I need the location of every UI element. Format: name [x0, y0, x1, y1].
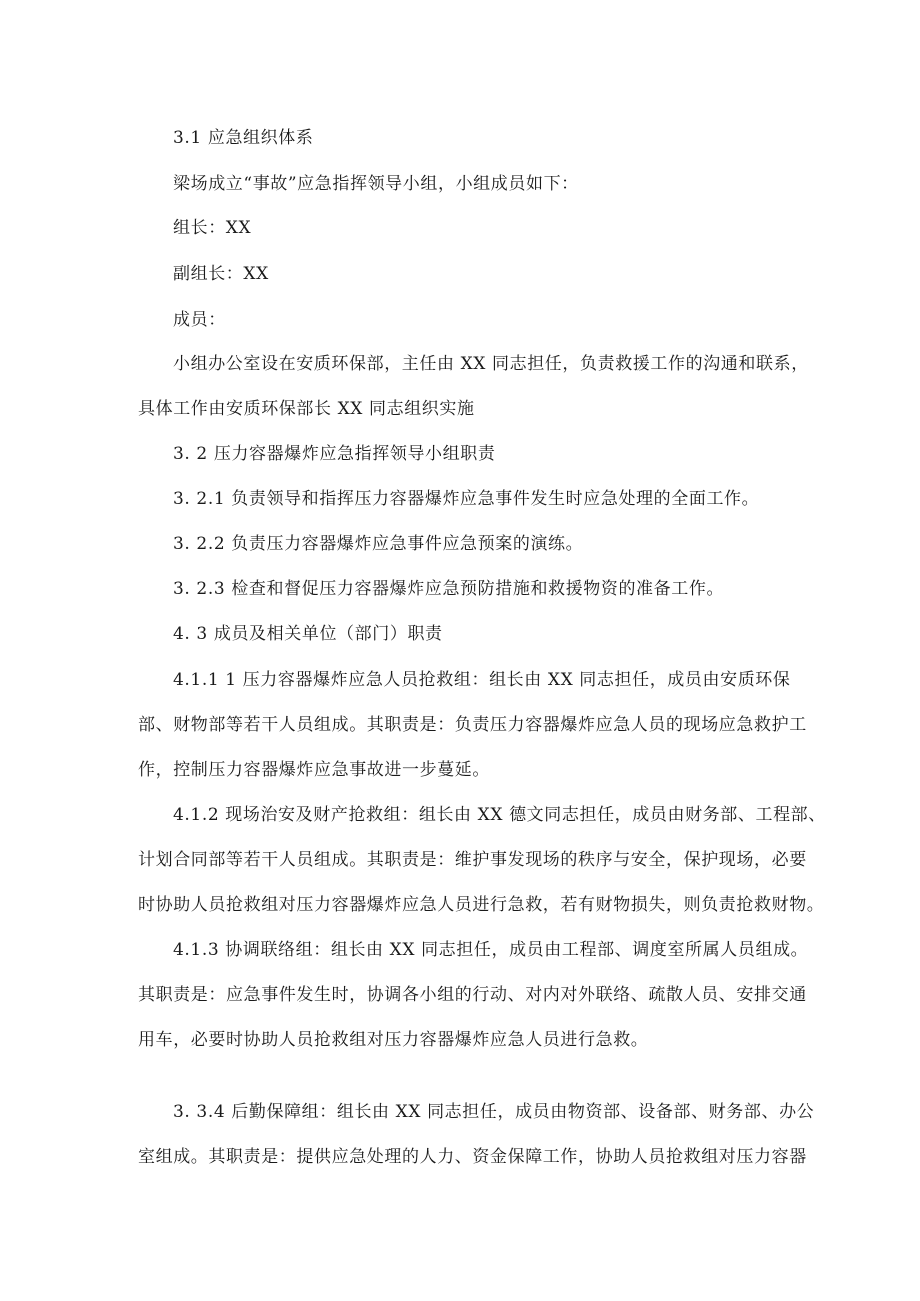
- paragraph-line: 梁场成立“事故”应急指挥领导小组，小组成员如下：: [173, 174, 579, 194]
- paragraph-line: 作，控制压力容器爆炸应急事故进一步蔓延。: [138, 760, 490, 780]
- paragraph-line: 具体工作由安质环保部长 XX 同志组织实施: [138, 399, 475, 419]
- paragraph-line: 部、财物部等若干人员组成。其职责是：负责压力容器爆炸应急人员的现场应急救护工: [138, 715, 807, 735]
- section-heading-3-1: 3.1 应急组织体系: [173, 128, 314, 148]
- paragraph-line: 4.1.1 1 压力容器爆炸应急人员抢救组：组长由 XX 同志担任，成员由安质环保: [173, 670, 791, 690]
- section-heading-3-2: 3. 2 压力容器爆炸应急指挥领导小组职责: [173, 444, 496, 464]
- paragraph-line: 3. 2.1 负责领导和指挥压力容器爆炸应急事件发生时应急处理的全面工作。: [173, 489, 760, 509]
- paragraph-line: 室组成。其职责是：提供应急处理的人力、资金保障工作，协助人员抢救组对压力容器: [138, 1147, 807, 1167]
- paragraph-line: 时协助人员抢救组对压力容器爆炸应急人员进行急救，若有财物损失，则负责抢救财物。: [138, 895, 825, 915]
- paragraph-line: 组长：XX: [173, 218, 252, 238]
- paragraph-line: 其职责是：应急事件发生时，协调各小组的行动、对内对外联络、疏散人员、安排交通: [138, 985, 807, 1005]
- paragraph-line: 3. 2.3 检查和督促压力容器爆炸应急预防措施和救援物资的准备工作。: [173, 579, 725, 599]
- section-heading-4-3: 4. 3 成员及相关单位（部门）职责: [173, 624, 443, 644]
- paragraph-line: 3. 2.2 负责压力容器爆炸应急事件应急预案的演练。: [173, 534, 584, 554]
- paragraph-line: 4.1.3 协调联络组：组长由 XX 同志担任，成员由工程部、调度室所属人员组成。: [173, 940, 809, 960]
- paragraph-line: 用车，必要时协助人员抢救组对压力容器爆炸应急人员进行急救。: [138, 1030, 649, 1050]
- paragraph-line: 4.1.2 现场治安及财产抢救组：组长由 XX 德文同志担任，成员由财务部、工程部、: [173, 805, 826, 825]
- paragraph-line: 3. 3.4 后勤保障组：组长由 XX 同志担任，成员由物资部、设备部、财务部、办公: [173, 1102, 815, 1122]
- paragraph-line: 计划合同部等若干人员组成。其职责是：维护事发现场的秩序与安全，保护现场，必要: [138, 850, 807, 870]
- paragraph-line: 小组办公室设在安质环保部，主任由 XX 同志担任，负责救援工作的沟通和联系，: [173, 354, 809, 374]
- paragraph-line: 成员：: [173, 310, 226, 330]
- paragraph-line: 副组长：XX: [173, 264, 269, 284]
